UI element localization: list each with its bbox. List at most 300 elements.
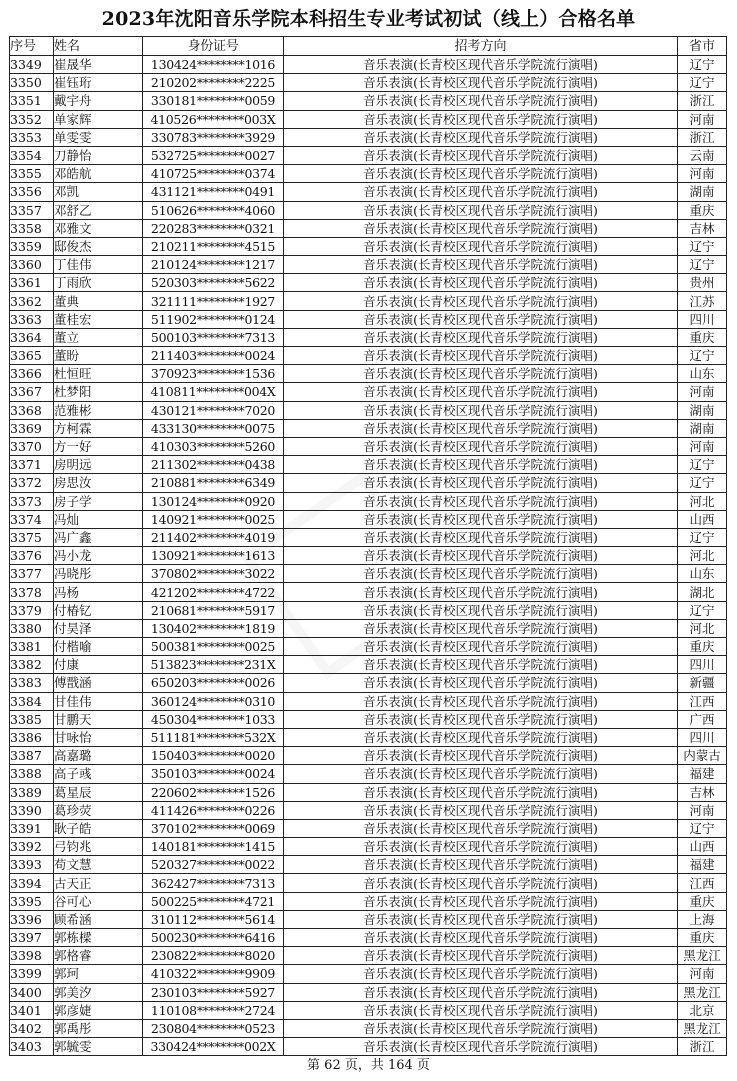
cell-seq: 3396 bbox=[10, 910, 54, 928]
cell-id: 511181********532X bbox=[143, 728, 284, 746]
cell-seq: 3370 bbox=[10, 437, 54, 455]
cell-id: 230103********5927 bbox=[143, 983, 284, 1001]
cell-seq: 3382 bbox=[10, 656, 54, 674]
cell-name: 葛珍荧 bbox=[54, 801, 143, 819]
cell-name: 范雅彬 bbox=[54, 401, 143, 419]
cell-province: 辽宁 bbox=[678, 347, 727, 365]
cell-direction: 音乐表演(长青校区现代音乐学院流行演唱) bbox=[284, 929, 678, 947]
cell-name: 冯晓彤 bbox=[54, 565, 143, 583]
cell-province: 河北 bbox=[678, 492, 727, 510]
cell-id: 130402********1819 bbox=[143, 619, 284, 637]
cell-seq: 3380 bbox=[10, 619, 54, 637]
cell-direction: 音乐表演(长青校区现代音乐学院流行演唱) bbox=[284, 183, 678, 201]
cell-direction: 音乐表演(长青校区现代音乐学院流行演唱) bbox=[284, 365, 678, 383]
cell-name: 付椿钇 bbox=[54, 601, 143, 619]
cell-name: 冯灿 bbox=[54, 510, 143, 528]
cell-direction: 音乐表演(长青校区现代音乐学院流行演唱) bbox=[284, 656, 678, 674]
table-row bbox=[10, 801, 727, 819]
cell-province: 辽宁 bbox=[678, 456, 727, 474]
cell-id: 362427********7313 bbox=[143, 874, 284, 892]
cell-direction: 音乐表演(长青校区现代音乐学院流行演唱) bbox=[284, 492, 678, 510]
cell-name: 耿子皓 bbox=[54, 819, 143, 837]
page-title: 2023年沈阳音乐学院本科招生专业考试初试（线上）合格名单 bbox=[101, 8, 636, 30]
cell-seq: 3386 bbox=[10, 728, 54, 746]
header-province: 省市 bbox=[678, 37, 727, 56]
cell-direction: 音乐表演(长青校区现代音乐学院流行演唱) bbox=[284, 910, 678, 928]
cell-province: 江西 bbox=[678, 874, 727, 892]
cell-province: 河南 bbox=[678, 110, 727, 128]
cell-id: 411426********0226 bbox=[143, 801, 284, 819]
cell-name: 古天正 bbox=[54, 874, 143, 892]
cell-id: 450304********1033 bbox=[143, 710, 284, 728]
table-row bbox=[10, 56, 727, 74]
cell-province: 辽宁 bbox=[678, 819, 727, 837]
cell-seq: 3351 bbox=[10, 92, 54, 110]
cell-seq: 3369 bbox=[10, 419, 54, 437]
cell-id: 130424********1016 bbox=[143, 56, 284, 74]
table-row bbox=[10, 874, 727, 892]
table-row bbox=[10, 165, 727, 183]
table-row bbox=[10, 965, 727, 983]
cell-id: 210681********5917 bbox=[143, 601, 284, 619]
cell-province: 辽宁 bbox=[678, 256, 727, 274]
cell-seq: 3364 bbox=[10, 328, 54, 346]
cell-province: 辽宁 bbox=[678, 528, 727, 546]
cell-id: 370802********3022 bbox=[143, 565, 284, 583]
cell-name: 董立 bbox=[54, 328, 143, 346]
cell-direction: 音乐表演(长青校区现代音乐学院流行演唱) bbox=[284, 728, 678, 746]
table-row bbox=[10, 583, 727, 601]
cell-seq: 3371 bbox=[10, 456, 54, 474]
cell-direction: 音乐表演(长青校区现代音乐学院流行演唱) bbox=[284, 619, 678, 637]
cell-id: 370102********0069 bbox=[143, 819, 284, 837]
cell-province: 黑龙江 bbox=[678, 983, 727, 1001]
cell-province: 浙江 bbox=[678, 1038, 727, 1056]
cell-direction: 音乐表演(长青校区现代音乐学院流行演唱) bbox=[284, 856, 678, 874]
cell-province: 福建 bbox=[678, 856, 727, 874]
cell-seq: 3377 bbox=[10, 565, 54, 583]
cell-name: 邸俊杰 bbox=[54, 237, 143, 255]
cell-province: 四川 bbox=[678, 310, 727, 328]
cell-seq: 3373 bbox=[10, 492, 54, 510]
cell-seq: 3393 bbox=[10, 856, 54, 874]
cell-province: 重庆 bbox=[678, 201, 727, 219]
table-row bbox=[10, 437, 727, 455]
table-row bbox=[10, 183, 727, 201]
cell-name: 傅戬涵 bbox=[54, 674, 143, 692]
cell-name: 顾希涵 bbox=[54, 910, 143, 928]
cell-direction: 音乐表演(长青校区现代音乐学院流行演唱) bbox=[284, 892, 678, 910]
cell-province: 辽宁 bbox=[678, 56, 727, 74]
cell-seq: 3358 bbox=[10, 219, 54, 237]
cell-direction: 音乐表演(长青校区现代音乐学院流行演唱) bbox=[284, 292, 678, 310]
cell-province: 山东 bbox=[678, 365, 727, 383]
cell-province: 上海 bbox=[678, 910, 727, 928]
cell-name: 冯杨 bbox=[54, 583, 143, 601]
cell-province: 湖南 bbox=[678, 419, 727, 437]
cell-direction: 音乐表演(长青校区现代音乐学院流行演唱) bbox=[284, 692, 678, 710]
table-row bbox=[10, 856, 727, 874]
cell-id: 210881********6349 bbox=[143, 474, 284, 492]
cell-seq: 3362 bbox=[10, 292, 54, 310]
cell-id: 310112********5614 bbox=[143, 910, 284, 928]
cell-direction: 音乐表演(长青校区现代音乐学院流行演唱) bbox=[284, 565, 678, 583]
cell-id: 430121********7020 bbox=[143, 401, 284, 419]
cell-direction: 音乐表演(长青校区现代音乐学院流行演唱) bbox=[284, 601, 678, 619]
cell-id: 511902********0124 bbox=[143, 310, 284, 328]
cell-id: 230822********8020 bbox=[143, 947, 284, 965]
table-row bbox=[10, 765, 727, 783]
cell-id: 140181********1415 bbox=[143, 838, 284, 856]
table-row bbox=[10, 1001, 727, 1019]
table-row bbox=[10, 310, 727, 328]
cell-name: 房子学 bbox=[54, 492, 143, 510]
cell-direction: 音乐表演(长青校区现代音乐学院流行演唱) bbox=[284, 401, 678, 419]
table-row bbox=[10, 292, 727, 310]
cell-id: 513823********231X bbox=[143, 656, 284, 674]
cell-direction: 音乐表演(长青校区现代音乐学院流行演唱) bbox=[284, 783, 678, 801]
cell-name: 方一好 bbox=[54, 437, 143, 455]
table-row bbox=[10, 328, 727, 346]
cell-id: 150403********0020 bbox=[143, 747, 284, 765]
cell-name: 付楷喻 bbox=[54, 638, 143, 656]
cell-name: 崔钰珩 bbox=[54, 74, 143, 92]
cell-seq: 3378 bbox=[10, 583, 54, 601]
cell-province: 河南 bbox=[678, 965, 727, 983]
cell-direction: 音乐表演(长青校区现代音乐学院流行演唱) bbox=[284, 583, 678, 601]
cell-id: 130124********0920 bbox=[143, 492, 284, 510]
cell-seq: 3352 bbox=[10, 110, 54, 128]
cell-name: 丁佳伟 bbox=[54, 256, 143, 274]
cell-seq: 3399 bbox=[10, 965, 54, 983]
cell-direction: 音乐表演(长青校区现代音乐学院流行演唱) bbox=[284, 219, 678, 237]
cell-province: 辽宁 bbox=[678, 474, 727, 492]
cell-direction: 音乐表演(长青校区现代音乐学院流行演唱) bbox=[284, 92, 678, 110]
cell-seq: 3390 bbox=[10, 801, 54, 819]
cell-seq: 3356 bbox=[10, 183, 54, 201]
table-row bbox=[10, 510, 727, 528]
cell-direction: 音乐表演(长青校区现代音乐学院流行演唱) bbox=[284, 456, 678, 474]
cell-seq: 3357 bbox=[10, 201, 54, 219]
table-row bbox=[10, 910, 727, 928]
cell-province: 辽宁 bbox=[678, 237, 727, 255]
cell-direction: 音乐表演(长青校区现代音乐学院流行演唱) bbox=[284, 547, 678, 565]
cell-direction: 音乐表演(长青校区现代音乐学院流行演唱) bbox=[284, 747, 678, 765]
admission-list-table bbox=[9, 36, 727, 1056]
cell-seq: 3372 bbox=[10, 474, 54, 492]
table-row bbox=[10, 601, 727, 619]
cell-id: 230804********0523 bbox=[143, 1019, 284, 1037]
cell-province: 山西 bbox=[678, 510, 727, 528]
cell-name: 丁雨欣 bbox=[54, 274, 143, 292]
cell-name: 单雯雯 bbox=[54, 128, 143, 146]
cell-province: 新疆 bbox=[678, 674, 727, 692]
cell-direction: 音乐表演(长青校区现代音乐学院流行演唱) bbox=[284, 310, 678, 328]
header-seq: 序号 bbox=[10, 37, 54, 56]
cell-seq: 3403 bbox=[10, 1038, 54, 1056]
cell-province: 山西 bbox=[678, 838, 727, 856]
cell-id: 220283********0321 bbox=[143, 219, 284, 237]
cell-direction: 音乐表演(长青校区现代音乐学院流行演唱) bbox=[284, 510, 678, 528]
table-row bbox=[10, 947, 727, 965]
table-row bbox=[10, 110, 727, 128]
cell-name: 郭美汐 bbox=[54, 983, 143, 1001]
table-header-row bbox=[10, 37, 727, 56]
header-direction: 招考方向 bbox=[284, 37, 678, 56]
cell-name: 房明远 bbox=[54, 456, 143, 474]
cell-province: 福建 bbox=[678, 765, 727, 783]
cell-seq: 3401 bbox=[10, 1001, 54, 1019]
table-row bbox=[10, 492, 727, 510]
cell-direction: 音乐表演(长青校区现代音乐学院流行演唱) bbox=[284, 237, 678, 255]
cell-name: 葛星辰 bbox=[54, 783, 143, 801]
page-footer: 第 62 页，共 164 页 bbox=[307, 1058, 430, 1073]
cell-province: 重庆 bbox=[678, 638, 727, 656]
cell-id: 520303********5622 bbox=[143, 274, 284, 292]
cell-id: 431121********0491 bbox=[143, 183, 284, 201]
cell-direction: 音乐表演(长青校区现代音乐学院流行演唱) bbox=[284, 419, 678, 437]
cell-id: 321111********1927 bbox=[143, 292, 284, 310]
cell-name: 郭栋樑 bbox=[54, 929, 143, 947]
cell-name: 邓雅文 bbox=[54, 219, 143, 237]
table-row bbox=[10, 547, 727, 565]
cell-seq: 3375 bbox=[10, 528, 54, 546]
cell-direction: 音乐表演(长青校区现代音乐学院流行演唱) bbox=[284, 1019, 678, 1037]
cell-province: 重庆 bbox=[678, 328, 727, 346]
cell-id: 140921********0025 bbox=[143, 510, 284, 528]
cell-seq: 3353 bbox=[10, 128, 54, 146]
cell-direction: 音乐表演(长青校区现代音乐学院流行演唱) bbox=[284, 347, 678, 365]
cell-direction: 音乐表演(长青校区现代音乐学院流行演唱) bbox=[284, 74, 678, 92]
cell-id: 421202********4722 bbox=[143, 583, 284, 601]
cell-name: 杜恒旺 bbox=[54, 365, 143, 383]
cell-id: 210124********1217 bbox=[143, 256, 284, 274]
cell-id: 500225********4721 bbox=[143, 892, 284, 910]
cell-seq: 3365 bbox=[10, 347, 54, 365]
cell-id: 500103********7313 bbox=[143, 328, 284, 346]
cell-id: 520327********0022 bbox=[143, 856, 284, 874]
cell-province: 河南 bbox=[678, 437, 727, 455]
cell-province: 云南 bbox=[678, 146, 727, 164]
table-row bbox=[10, 274, 727, 292]
cell-direction: 音乐表演(长青校区现代音乐学院流行演唱) bbox=[284, 1001, 678, 1019]
cell-id: 370923********1536 bbox=[143, 365, 284, 383]
table-row bbox=[10, 365, 727, 383]
cell-id: 500381********0025 bbox=[143, 638, 284, 656]
cell-id: 410322********9909 bbox=[143, 965, 284, 983]
cell-id: 360124********0310 bbox=[143, 692, 284, 710]
cell-seq: 3400 bbox=[10, 983, 54, 1001]
table-row bbox=[10, 146, 727, 164]
cell-name: 高子彧 bbox=[54, 765, 143, 783]
cell-id: 210211********4515 bbox=[143, 237, 284, 255]
cell-direction: 音乐表演(长青校区现代音乐学院流行演唱) bbox=[284, 801, 678, 819]
cell-direction: 音乐表演(长青校区现代音乐学院流行演唱) bbox=[284, 383, 678, 401]
cell-name: 郭禹彤 bbox=[54, 1019, 143, 1037]
cell-id: 410303********5260 bbox=[143, 437, 284, 455]
cell-seq: 3398 bbox=[10, 947, 54, 965]
cell-seq: 3355 bbox=[10, 165, 54, 183]
table-row bbox=[10, 710, 727, 728]
cell-seq: 3397 bbox=[10, 929, 54, 947]
cell-direction: 音乐表演(长青校区现代音乐学院流行演唱) bbox=[284, 128, 678, 146]
table-row bbox=[10, 128, 727, 146]
table-row bbox=[10, 747, 727, 765]
cell-direction: 音乐表演(长青校区现代音乐学院流行演唱) bbox=[284, 201, 678, 219]
cell-province: 吉林 bbox=[678, 783, 727, 801]
cell-province: 内蒙古 bbox=[678, 747, 727, 765]
table-row bbox=[10, 1038, 727, 1056]
cell-province: 辽宁 bbox=[678, 74, 727, 92]
cell-id: 500230********6416 bbox=[143, 929, 284, 947]
cell-name: 刀静怡 bbox=[54, 146, 143, 164]
cell-province: 吉林 bbox=[678, 219, 727, 237]
cell-direction: 音乐表演(长青校区现代音乐学院流行演唱) bbox=[284, 56, 678, 74]
cell-direction: 音乐表演(长青校区现代音乐学院流行演唱) bbox=[284, 983, 678, 1001]
cell-province: 黑龙江 bbox=[678, 947, 727, 965]
cell-province: 河南 bbox=[678, 165, 727, 183]
cell-name: 甘鹏天 bbox=[54, 710, 143, 728]
cell-id: 510626********4060 bbox=[143, 201, 284, 219]
cell-seq: 3379 bbox=[10, 601, 54, 619]
cell-direction: 音乐表演(长青校区现代音乐学院流行演唱) bbox=[284, 1038, 678, 1056]
cell-province: 黑龙江 bbox=[678, 1019, 727, 1037]
cell-direction: 音乐表演(长青校区现代音乐学院流行演唱) bbox=[284, 328, 678, 346]
cell-province: 重庆 bbox=[678, 929, 727, 947]
table-row bbox=[10, 528, 727, 546]
cell-id: 220602********1526 bbox=[143, 783, 284, 801]
cell-direction: 音乐表演(长青校区现代音乐学院流行演唱) bbox=[284, 146, 678, 164]
table-row bbox=[10, 74, 727, 92]
table-row bbox=[10, 1019, 727, 1037]
cell-seq: 3350 bbox=[10, 74, 54, 92]
cell-direction: 音乐表演(长青校区现代音乐学院流行演唱) bbox=[284, 256, 678, 274]
cell-id: 210202********2225 bbox=[143, 74, 284, 92]
cell-seq: 3388 bbox=[10, 765, 54, 783]
cell-name: 董盼 bbox=[54, 347, 143, 365]
cell-name: 谷可心 bbox=[54, 892, 143, 910]
cell-id: 410811********004X bbox=[143, 383, 284, 401]
cell-name: 单家辉 bbox=[54, 110, 143, 128]
cell-province: 四川 bbox=[678, 728, 727, 746]
cell-seq: 3383 bbox=[10, 674, 54, 692]
table-row bbox=[10, 456, 727, 474]
cell-province: 重庆 bbox=[678, 892, 727, 910]
cell-seq: 3376 bbox=[10, 547, 54, 565]
cell-id: 410725********0374 bbox=[143, 165, 284, 183]
table-row bbox=[10, 728, 727, 746]
cell-name: 郭珂 bbox=[54, 965, 143, 983]
cell-direction: 音乐表演(长青校区现代音乐学院流行演唱) bbox=[284, 274, 678, 292]
cell-province: 北京 bbox=[678, 1001, 727, 1019]
cell-province: 湖南 bbox=[678, 183, 727, 201]
cell-direction: 音乐表演(长青校区现代音乐学院流行演唱) bbox=[284, 838, 678, 856]
cell-id: 330181********0059 bbox=[143, 92, 284, 110]
cell-direction: 音乐表演(长青校区现代音乐学院流行演唱) bbox=[284, 819, 678, 837]
cell-seq: 3374 bbox=[10, 510, 54, 528]
cell-id: 433130********0075 bbox=[143, 419, 284, 437]
cell-name: 苟文慧 bbox=[54, 856, 143, 874]
cell-direction: 音乐表演(长青校区现代音乐学院流行演唱) bbox=[284, 874, 678, 892]
cell-direction: 音乐表演(长青校区现代音乐学院流行演唱) bbox=[284, 474, 678, 492]
cell-seq: 3381 bbox=[10, 638, 54, 656]
cell-name: 郭彦婕 bbox=[54, 1001, 143, 1019]
cell-seq: 3367 bbox=[10, 383, 54, 401]
cell-province: 湖南 bbox=[678, 401, 727, 419]
cell-seq: 3384 bbox=[10, 692, 54, 710]
cell-seq: 3361 bbox=[10, 274, 54, 292]
table-row bbox=[10, 474, 727, 492]
cell-id: 110108********2724 bbox=[143, 1001, 284, 1019]
cell-province: 广西 bbox=[678, 710, 727, 728]
cell-name: 杜梦阳 bbox=[54, 383, 143, 401]
cell-seq: 3349 bbox=[10, 56, 54, 74]
cell-seq: 3391 bbox=[10, 819, 54, 837]
cell-seq: 3394 bbox=[10, 874, 54, 892]
cell-province: 辽宁 bbox=[678, 601, 727, 619]
cell-province: 江苏 bbox=[678, 292, 727, 310]
cell-id: 330783********3929 bbox=[143, 128, 284, 146]
table-row bbox=[10, 892, 727, 910]
table-row bbox=[10, 219, 727, 237]
cell-seq: 3363 bbox=[10, 310, 54, 328]
header-id: 身份证号 bbox=[143, 37, 284, 56]
cell-province: 浙江 bbox=[678, 92, 727, 110]
cell-id: 130921********1613 bbox=[143, 547, 284, 565]
cell-name: 冯广鑫 bbox=[54, 528, 143, 546]
cell-id: 211403********0024 bbox=[143, 347, 284, 365]
cell-seq: 3392 bbox=[10, 838, 54, 856]
cell-province: 山东 bbox=[678, 565, 727, 583]
table-row bbox=[10, 819, 727, 837]
cell-name: 崔晟华 bbox=[54, 56, 143, 74]
cell-direction: 音乐表演(长青校区现代音乐学院流行演唱) bbox=[284, 437, 678, 455]
table-row bbox=[10, 619, 727, 637]
cell-name: 戴宇舟 bbox=[54, 92, 143, 110]
cell-direction: 音乐表演(长青校区现代音乐学院流行演唱) bbox=[284, 765, 678, 783]
cell-name: 高嘉璐 bbox=[54, 747, 143, 765]
cell-seq: 3402 bbox=[10, 1019, 54, 1037]
cell-direction: 音乐表演(长青校区现代音乐学院流行演唱) bbox=[284, 638, 678, 656]
cell-province: 江西 bbox=[678, 692, 727, 710]
cell-direction: 音乐表演(长青校区现代音乐学院流行演唱) bbox=[284, 965, 678, 983]
cell-province: 河南 bbox=[678, 801, 727, 819]
cell-province: 湖北 bbox=[678, 583, 727, 601]
cell-seq: 3354 bbox=[10, 146, 54, 164]
cell-province: 河北 bbox=[678, 547, 727, 565]
cell-province: 四川 bbox=[678, 656, 727, 674]
cell-direction: 音乐表演(长青校区现代音乐学院流行演唱) bbox=[284, 947, 678, 965]
cell-name: 甘佳伟 bbox=[54, 692, 143, 710]
table-row bbox=[10, 565, 727, 583]
table-row bbox=[10, 838, 727, 856]
cell-name: 付昊泽 bbox=[54, 619, 143, 637]
table-row bbox=[10, 929, 727, 947]
cell-seq: 3366 bbox=[10, 365, 54, 383]
cell-name: 冯小龙 bbox=[54, 547, 143, 565]
table-row bbox=[10, 656, 727, 674]
table-row bbox=[10, 783, 727, 801]
cell-seq: 3395 bbox=[10, 892, 54, 910]
cell-seq: 3368 bbox=[10, 401, 54, 419]
cell-name: 董典 bbox=[54, 292, 143, 310]
table-row bbox=[10, 256, 727, 274]
table-row bbox=[10, 674, 727, 692]
table-row bbox=[10, 638, 727, 656]
cell-name: 邓舒乙 bbox=[54, 201, 143, 219]
cell-id: 532725********0027 bbox=[143, 146, 284, 164]
table-row bbox=[10, 419, 727, 437]
